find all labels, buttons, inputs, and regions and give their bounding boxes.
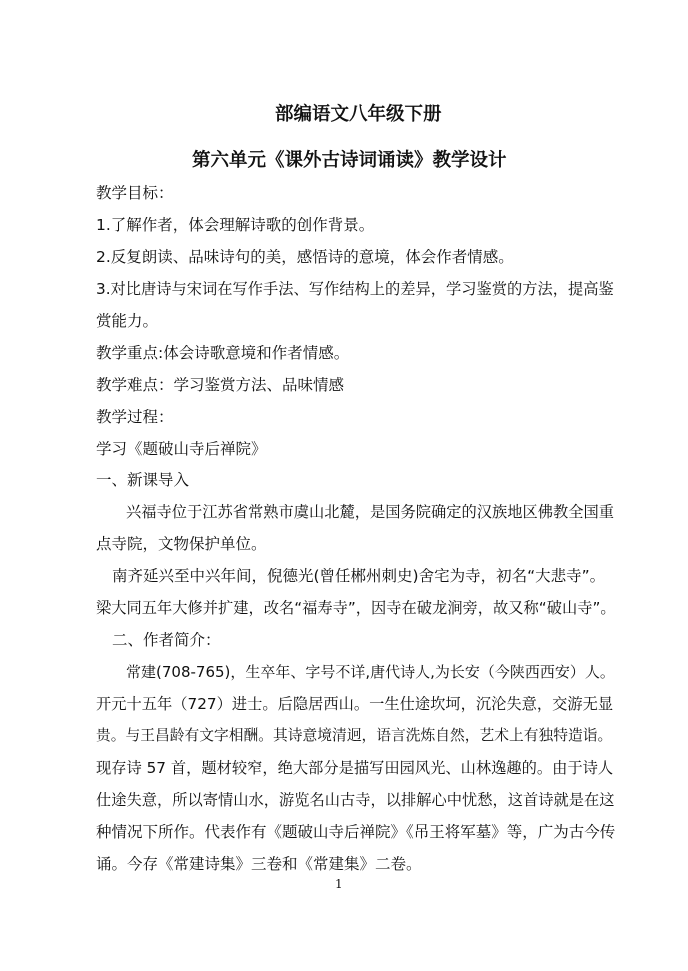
paragraph-line: 诵。今存《常建诗集》三卷和《常建集》二卷。 — [96, 855, 422, 873]
page-number: 1 — [335, 877, 343, 891]
teaching-focus: 教学重点:体会诗歌意境和作者情感。 — [96, 344, 350, 362]
document-title: 部编语文八年级下册 — [275, 104, 442, 125]
paragraph-line: 开元十五年（727）进士。后隐居西山。一生仕途坎坷，沉沦失意，交游无显 — [96, 695, 614, 713]
paragraph-line: 南齐延兴至中兴年间，倪德光(曾任郴州刺史)舍宅为寺，初名“大悲寺”。 — [112, 567, 606, 585]
paragraph-line: 现存诗 57 首，题材较窄，绝大部分是描写田园风光、山林逸趣的。由于诗人 — [96, 759, 614, 777]
paragraph-line: 梁大同五年大修并扩建，改名“福寿寺”，因寺在破龙涧旁，故又称“破山寺”。 — [96, 599, 616, 617]
paragraph-line: 常建(708-765)，生卒年、字号不详,唐代诗人,为长安（今陕西西安）人。 — [126, 663, 615, 681]
paragraph-line: 点寺院，文物保护单位。 — [96, 535, 267, 553]
paragraph-line: 仕途失意，所以寄情山水，游览名山古寺，以排解心中忧愁，这首诗就是在这 — [96, 791, 615, 809]
teaching-difficulty: 教学难点：学习鉴赏方法、品味情感 — [96, 376, 345, 394]
objective-item: 3.对比唐诗与宋词在写作手法、写作结构上的差异，学习鉴赏的方法，提高鉴 — [96, 280, 614, 298]
section-heading-objectives: 教学目标： — [96, 184, 174, 202]
document-subtitle: 第六单元《课外古诗词诵读》教学设计 — [192, 150, 507, 171]
paragraph-line: 兴福寺位于江苏省常熟市虞山北麓，是国务院确定的汉族地区佛教全国重 — [126, 503, 614, 521]
lesson-title: 学习《题破山寺后禅院》 — [96, 440, 267, 458]
objective-item: 2.反复朗读、品味诗句的美，感悟诗的意境，体会作者情感。 — [96, 248, 514, 266]
objective-item-continued: 赏能力。 — [96, 312, 159, 330]
paragraph-line: 种情况下所作。代表作有《题破山寺后禅院》《吊王将军墓》等，广为古今传 — [96, 823, 616, 841]
section-heading-process: 教学过程： — [96, 408, 174, 426]
objective-item: 1.了解作者，体会理解诗歌的创作背景。 — [96, 216, 375, 234]
paragraph-line: 贵。与王昌龄有文字相酬。其诗意境清迥，语言洗炼自然，艺术上有独特造诣。 — [96, 727, 613, 744]
section-heading-intro: 一、新课导入 — [96, 471, 190, 489]
section-heading-author: 二、作者简介： — [112, 631, 221, 649]
